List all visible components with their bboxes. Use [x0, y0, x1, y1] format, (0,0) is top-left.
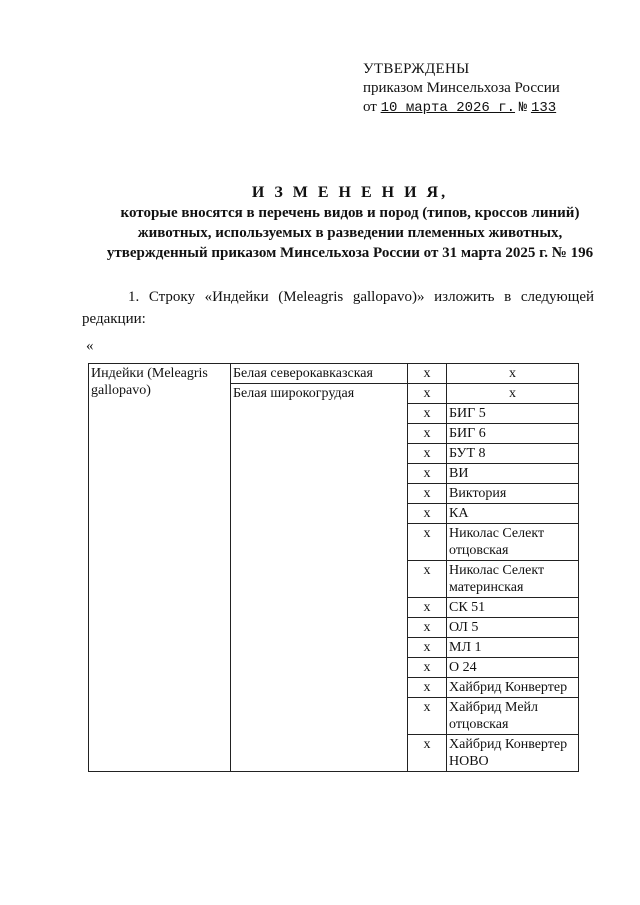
cross-line-cell: БИГ 6 [447, 424, 579, 444]
cross-line-cell: ОЛ 5 [447, 618, 579, 638]
type-cell: x [408, 404, 447, 424]
type-cell: x [408, 364, 447, 384]
type-cell: x [408, 424, 447, 444]
heading-title: И З М Е Н Е Н И Я, [251, 184, 449, 201]
cross-line-cell: Виктория [447, 484, 579, 504]
heading-line-1: которые вносятся в перечень видов и пород (типов, кроссов линий) [120, 205, 580, 221]
cross-line-cell: БИГ 5 [447, 404, 579, 424]
cross-line-cell: Хайбрид Мейл отцовская [447, 698, 579, 735]
type-cell: x [408, 561, 447, 598]
type-cell: x [408, 464, 447, 484]
table-row [89, 364, 579, 384]
cross-line-cell: Хайбрид Конвертер [447, 678, 579, 698]
cross-line-cell: ВИ [447, 464, 579, 484]
type-cell: x [408, 484, 447, 504]
paragraph-1 [82, 286, 594, 330]
cross-line-cell: Хайбрид Конвертер НОВО [447, 735, 579, 772]
cross-line-cell: СК 51 [447, 598, 579, 618]
type-cell: x [408, 735, 447, 772]
species-cell: Индейки (Meleagris gallopavo) [89, 364, 231, 772]
type-cell: x [408, 618, 447, 638]
type-cell: x [408, 504, 447, 524]
type-cell: x [408, 384, 447, 404]
heading-line-2: животных, используемых в разведении племенных животных, [137, 225, 563, 241]
type-cell: x [408, 524, 447, 561]
approval-number: 133 [530, 100, 557, 116]
breeds-table-body [89, 364, 579, 772]
type-cell: x [408, 698, 447, 735]
cross-line-cell: О 24 [447, 658, 579, 678]
cross-line-cell: x [447, 384, 579, 404]
heading-line-3: утвержденный приказом Минсельхоза России от 31 марта 2025 г. № 196 [106, 245, 594, 261]
type-cell: x [408, 638, 447, 658]
approval-title: УТВЕРЖДЕНЫ [363, 61, 470, 77]
cross-line-cell: БУТ 8 [447, 444, 579, 464]
approval-date-line [363, 98, 560, 118]
document-heading [60, 183, 640, 263]
paragraph-1-text: 1. Строку «Индейки (Meleagris gallopavo)» изложить в следующей редакции: [82, 289, 594, 327]
approval-from: от [363, 99, 377, 115]
breed-cell: Белая широкогрудая [231, 384, 408, 772]
approval-order-line: приказом Минсельхоза России [363, 80, 560, 96]
approval-number-prefix: № [518, 100, 528, 116]
cross-line-cell: КА [447, 504, 579, 524]
opening-quote: « [86, 338, 94, 354]
cross-line-cell: МЛ 1 [447, 638, 579, 658]
type-cell: x [408, 444, 447, 464]
cross-line-cell: Николас Селект отцовская [447, 524, 579, 561]
cross-line-cell: Николас Селект материнская [447, 561, 579, 598]
approval-stamp [363, 60, 560, 118]
type-cell: x [408, 598, 447, 618]
type-cell: x [408, 678, 447, 698]
breeds-table [88, 363, 579, 772]
approval-date: 10 марта 2026 г. [380, 100, 516, 116]
cross-line-cell: x [447, 364, 579, 384]
type-cell: x [408, 658, 447, 678]
breed-cell: Белая северокавказская [231, 364, 408, 384]
